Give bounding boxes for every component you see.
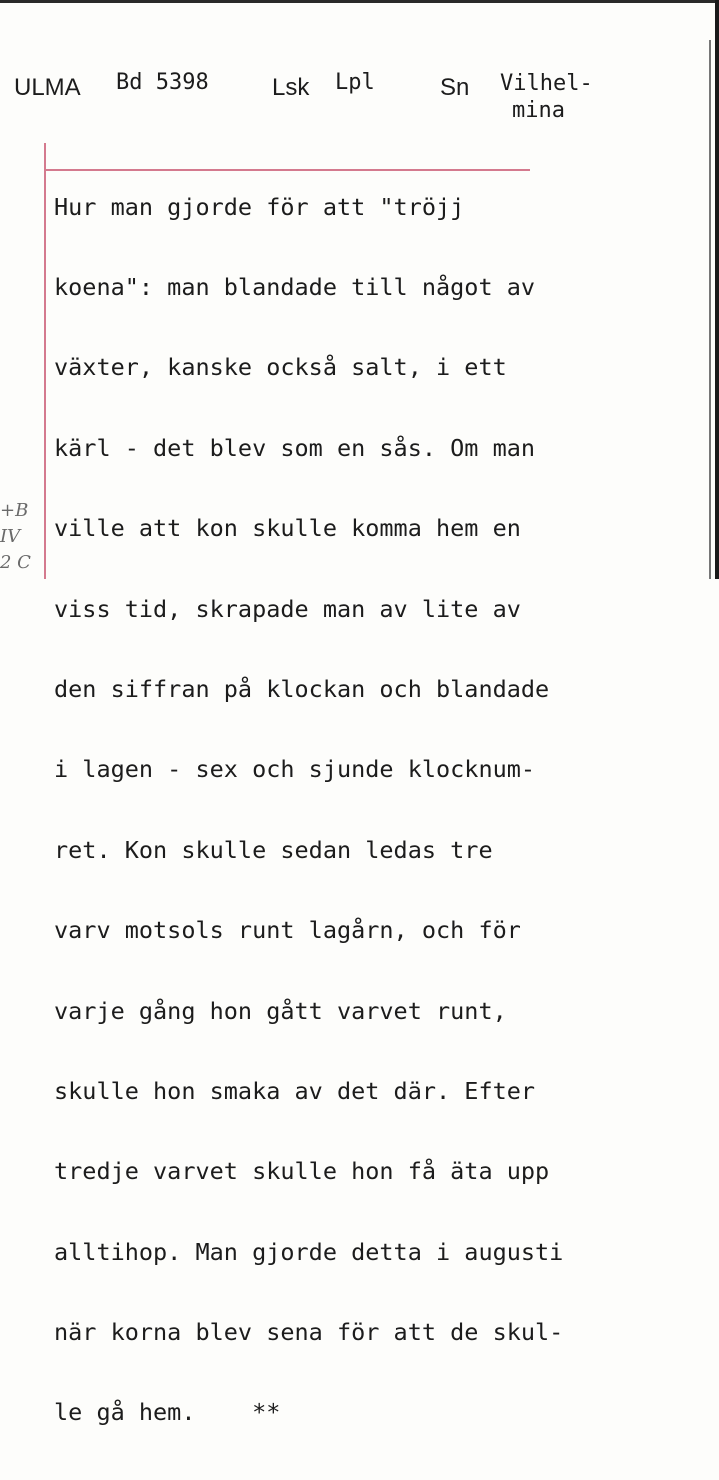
text-line: le gå hem. **: [54, 1398, 281, 1427]
margin-note: +B: [0, 500, 29, 521]
margin-note: IV: [0, 526, 21, 547]
parish-label: Sn: [440, 74, 470, 101]
parish-name: [500, 70, 593, 124]
margin-note: 2 C: [0, 552, 31, 573]
text-line: ville att kon skulle komma hem en: [54, 514, 521, 543]
parish-name-line-1: Vilhel-: [500, 71, 593, 96]
parish-name-line-2: mina: [512, 98, 565, 123]
text-line: i lagen - sex och sjunde klocknum-: [54, 755, 536, 784]
text-line: viss tid, skrapade man av lite av: [54, 594, 521, 623]
card-right-edge: [715, 0, 719, 579]
text-line: koena": man blandade till något av: [54, 272, 536, 301]
record-text: [54, 140, 694, 1480]
text-line: den siffran på klockan och blandade: [54, 674, 550, 703]
text-line: när korna blev sena för att de skul-: [54, 1318, 564, 1347]
text-line: Hur man gjorde för att "tröjj: [54, 192, 465, 221]
archive-code: ULMA: [14, 74, 81, 101]
landskap-label: Lsk: [272, 74, 310, 101]
red-margin-line: [44, 143, 46, 579]
handwritten-margin-notes: [0, 498, 44, 576]
landskap-value: Lpl: [335, 70, 375, 95]
volume-number: Bd 5398: [116, 70, 209, 95]
text-line: skulle hon smaka av det där. Efter: [54, 1076, 536, 1105]
card-top-edge: [0, 0, 719, 3]
card-right-shadow: [709, 40, 711, 579]
text-line: växter, kanske också salt, i ett: [54, 353, 507, 382]
text-line: ret. Kon skulle sedan ledas tre: [54, 835, 493, 864]
text-line: alltihop. Man gjorde detta i augusti: [54, 1237, 564, 1266]
text-line: varje gång hon gått varvet runt,: [54, 996, 507, 1025]
text-line: tredje varvet skulle hon få äta upp: [54, 1157, 550, 1186]
text-line: varv motsols runt lagårn, och för: [54, 916, 521, 945]
text-line: kärl - det blev som en sås. Om man: [54, 433, 536, 462]
